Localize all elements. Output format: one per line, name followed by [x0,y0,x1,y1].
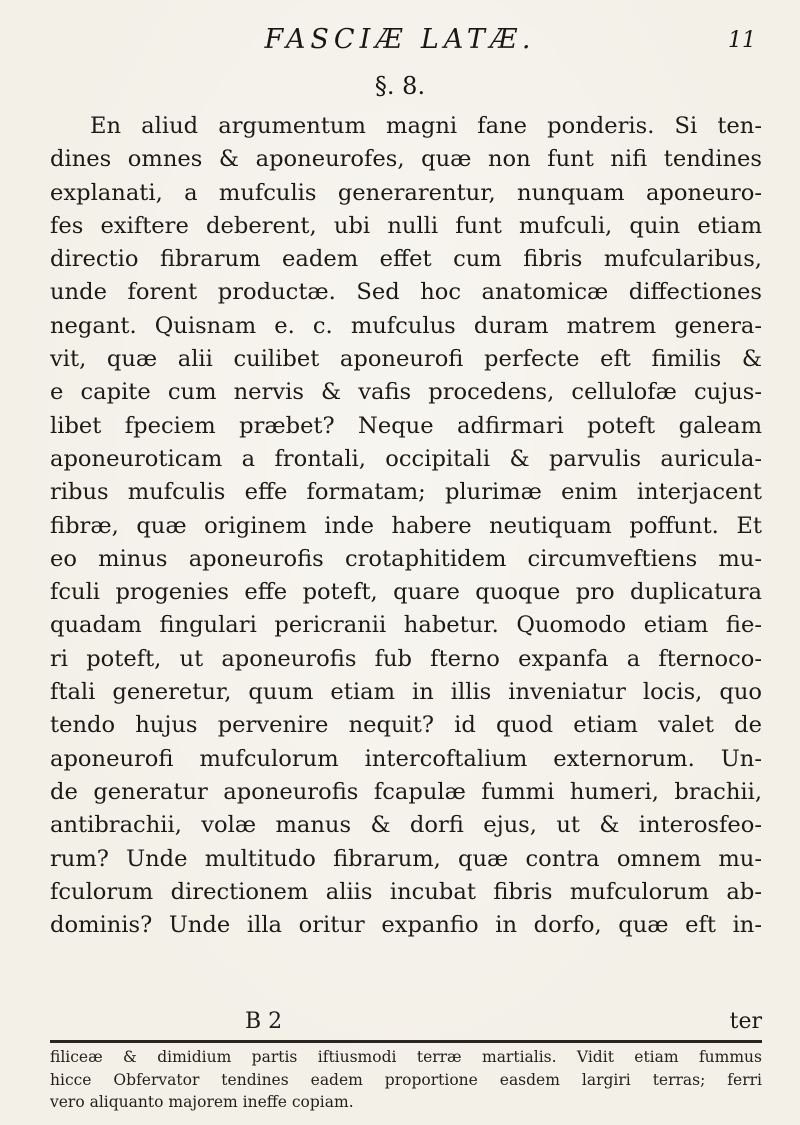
text-line: ri poteft, ut aponeurofis fub fterno expanfa a fternoco- [50,645,762,672]
footnote-rule [50,1040,762,1043]
text-line: directio fibrarum eadem effet cum fibris mufcularibus, [50,246,762,273]
text-line: fes exiftere deberent, ubi nulli funt mufculi, quin etiam [50,212,762,239]
text-line: libet fpeciem præbet? Neque adfirmari poteft galeam [50,412,762,439]
text-line: En aliud argumentum magni fane ponderis. Si ten- [90,113,762,139]
body-text [50,110,762,942]
text-line: dines omnes & aponeurofes, quæ non funt nifi tendines [50,146,762,173]
text-line: tendo hujus pervenire nequit? id quod etiam valet de [50,712,762,739]
signature-mark: B 2 [245,1009,283,1034]
footnote [50,1046,762,1114]
text-line: explanati, a mufculis generarentur, nunquam aponeuro- [50,179,762,206]
section-heading: §. 8. [374,72,426,100]
text-line: vit, quæ alii cuilibet aponeurofi perfecte eft fimilis & [50,346,762,373]
text-line: rum? Unde multitudo fibrarum, quæ contra omnem mu- [50,845,762,872]
text-line: aponeurofi mufculorum intercoftalium externorum. Un- [50,745,762,772]
text-line: negant. Quisnam e. c. mufculus duram matrem genera- [50,312,762,339]
text-line: quadam fingulari pericranii habetur. Quomodo etiam fie- [50,612,762,639]
text-line: unde forent productæ. Sed hoc anatomicæ diffectiones [50,279,762,306]
page-footer [50,1009,762,1037]
page-number: 11 [728,28,756,53]
text-line: fculi progenies effe poteft, quare quoque pro duplicatura [50,579,762,606]
text-line: antibrachii, volæ manus & dorfi ejus, ut & interosfeo- [50,812,762,839]
catchword: ter [729,1009,762,1034]
text-line: e capite cum nervis & vafis procedens, cellulofæ cujus- [50,379,762,406]
text-line: de generatur aponeurofis fcapulæ fummi humeri, brachii, [50,778,762,805]
footnote-line: filiceæ & dimidium partis iftiusmodi terræ martialis. Vidit etiam fummus [50,1048,762,1066]
text-line: ribus mufculis effe formatam; plurimæ enim interjacent [50,479,762,506]
running-title: FASCIÆ LATÆ. [264,24,536,55]
footnote-line: vero aliquanto majorem ineffe copiam. [50,1093,354,1111]
text-line: fibræ, quæ originem inde habere neutiquam poffunt. Et [50,512,762,539]
text-line: eo minus aponeurofis crotaphitidem circumveftiens mu- [50,545,762,572]
text-line: ftali generetur, quum etiam in illis inveniatur locis, quo [50,679,762,706]
running-head [0,18,800,58]
text-line: fculorum directionem aliis incubat fibris mufculorum ab- [50,878,762,905]
footnote-line: hicce Obfervator tendines eadem proportione easdem largiri terras; ferri [50,1070,762,1089]
text-line: dominis? Unde illa oritur expanfio in dorfo, quæ eft in- [50,912,762,939]
text-line: aponeuroticam a frontali, occipitali & parvulis auricula- [50,445,762,472]
